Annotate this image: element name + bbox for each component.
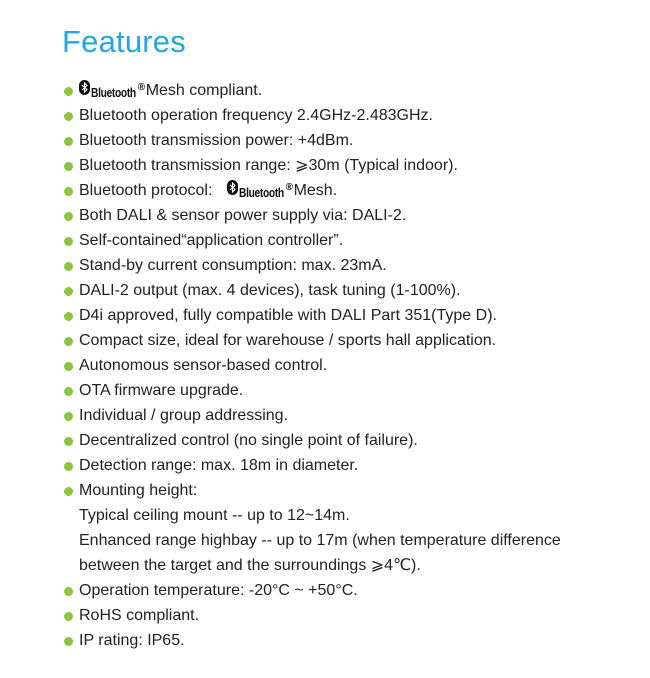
feature-text: Autonomous sensor-based control. [79,357,328,374]
feature-text: Both DALI & sensor power supply via: DALI-2. [79,207,407,224]
feature-item [0,453,650,478]
bullet-icon [64,587,73,596]
bluetooth-rune-icon [227,180,238,195]
bullet-icon [64,337,73,346]
feature-text: Mesh. [293,182,338,199]
feature-text: Detection range: max. 18m in diameter. [79,457,359,474]
feature-text: Bluetooth protocol: [79,182,213,199]
bullet-icon [64,212,73,221]
bullet-icon [64,312,73,321]
feature-item [0,328,650,353]
feature-item [0,253,650,278]
feature-text: Compact size, ideal for warehouse / sports hall application. [79,332,497,349]
feature-item [0,578,650,603]
feature-subline: Enhanced range highbay -- up to 17m (when temperature difference [79,532,561,549]
feature-item [0,303,650,328]
feature-text: Bluetooth transmission power: +4dBm. [79,132,354,149]
feature-text: Individual / group addressing. [79,407,289,424]
bluetooth-logo: Bluetooth ® [79,80,146,95]
bullet-icon [64,162,73,171]
bullet-icon [64,112,73,121]
bullet-icon [64,187,73,196]
bullet-icon [64,412,73,421]
feature-text: Mounting height: [79,482,198,499]
feature-item [0,153,650,178]
feature-item-protocol [0,178,650,203]
bullet-icon [64,487,73,496]
feature-text: Self-contained“application controller”. [79,232,344,249]
bullet-icon [64,612,73,621]
feature-text: Bluetooth transmission range: ⩾30m (Typical indoor). [79,157,458,174]
feature-text: RoHS compliant. [79,607,200,624]
page-title: Features [62,24,186,59]
feature-subline: between the target and the surroundings ⩾4℃). [79,557,421,574]
feature-item [0,378,650,403]
feature-item-mesh [0,78,650,103]
feature-item [0,203,650,228]
bullet-icon [64,437,73,446]
feature-item [0,103,650,128]
feature-text: Stand-by current consumption: max. 23mA. [79,257,387,274]
bluetooth-logo: Bluetooth ® [227,180,294,195]
feature-text: Mesh compliant. [145,82,263,99]
bluetooth-rune-icon [79,80,90,95]
feature-item [0,603,650,628]
feature-item [0,403,650,428]
bullet-icon [64,262,73,271]
bullet-icon [64,137,73,146]
bullet-icon [64,462,73,471]
feature-text: D4i approved, fully compatible with DALI Part 351(Type D). [79,307,497,324]
feature-text: OTA firmware upgrade. [79,382,244,399]
feature-text: Decentralized control (no single point of failure). [79,432,418,449]
feature-item [0,278,650,303]
feature-text: Operation temperature: -20°C ~ +50°C. [79,582,358,599]
feature-item-mounting-height [0,478,650,578]
feature-item [0,128,650,153]
bullet-icon [64,387,73,396]
bullet-icon [64,362,73,371]
feature-item [0,628,650,653]
feature-text: IP rating: IP65. [79,632,185,649]
feature-list [0,78,650,653]
feature-item [0,428,650,453]
feature-item [0,228,650,253]
bullet-icon [64,87,73,96]
feature-text: Bluetooth operation frequency 2.4GHz-2.483GHz. [79,107,433,124]
bullet-icon [64,637,73,646]
feature-subline: Typical ceiling mount -- up to 12~14m. [79,507,350,524]
bullet-icon [64,287,73,296]
feature-item [0,353,650,378]
bullet-icon [64,237,73,246]
feature-text: DALI-2 output (max. 4 devices), task tuning (1-100%). [79,282,461,299]
